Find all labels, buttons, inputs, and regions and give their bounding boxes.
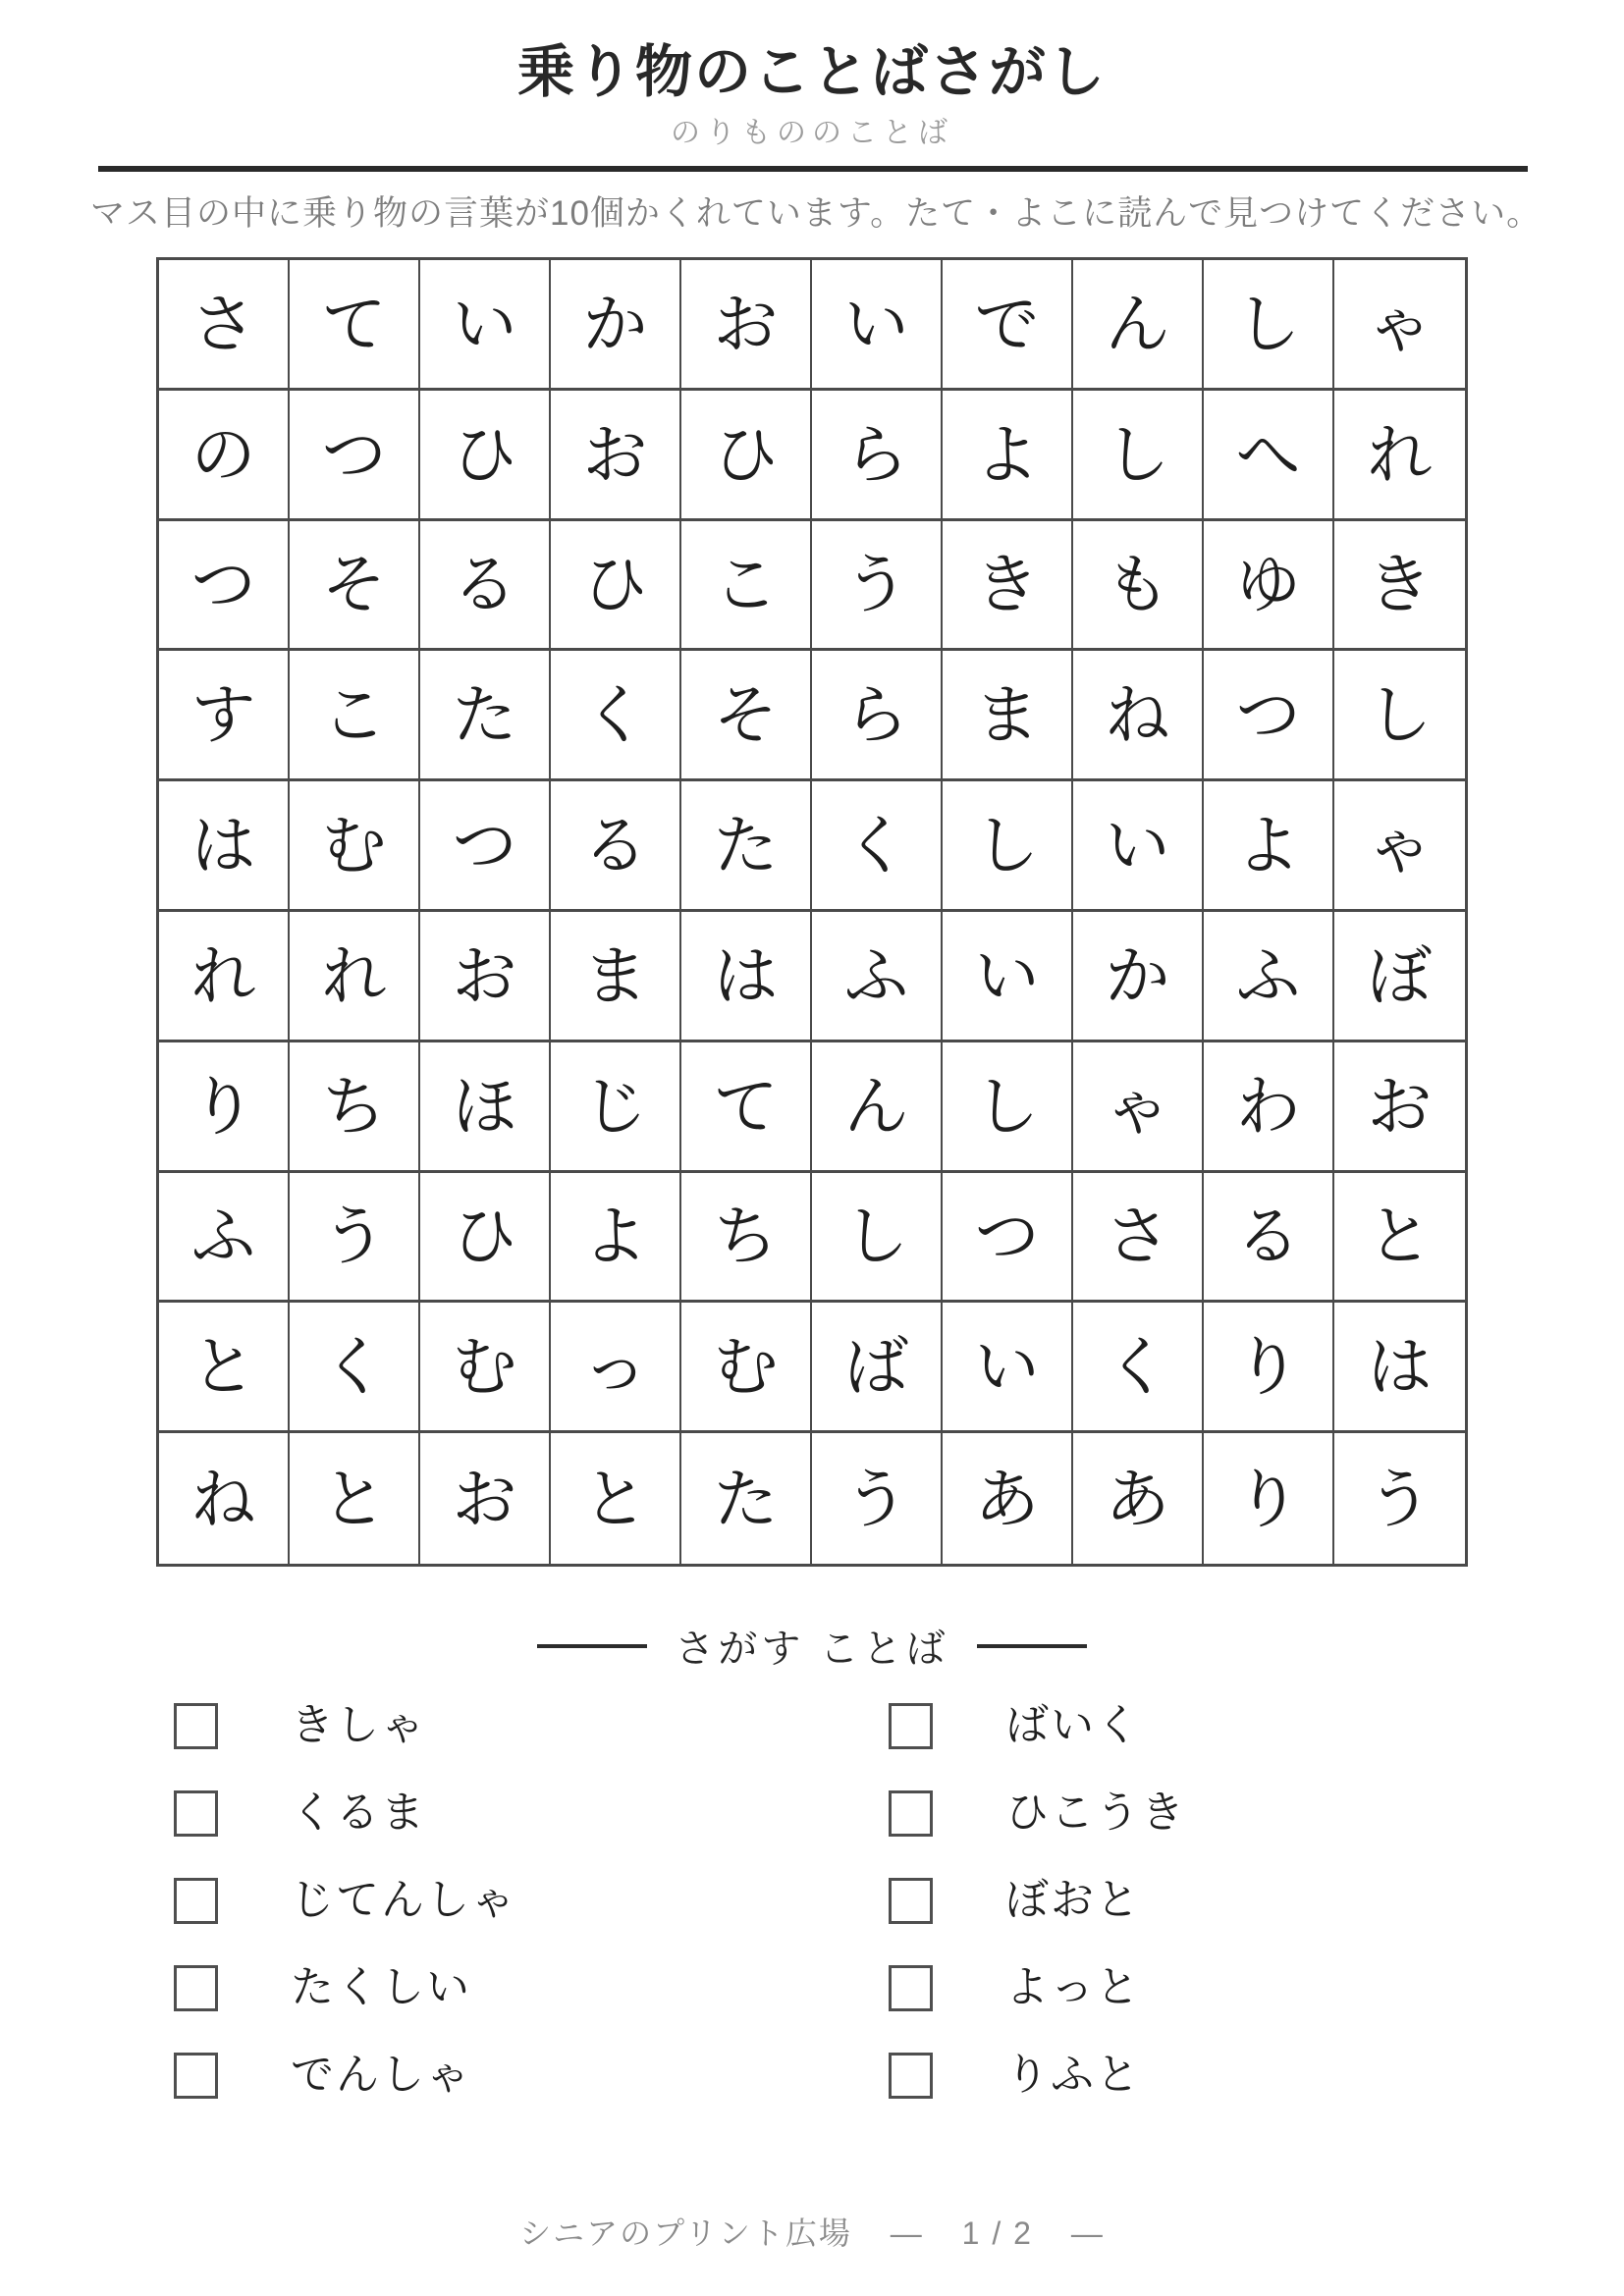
grid-cell-r6c8: か xyxy=(1073,912,1204,1042)
word-item-right-5 xyxy=(889,2050,1186,2101)
grid-cell-r8c8: さ xyxy=(1073,1173,1204,1304)
grid-cell-r9c7: い xyxy=(943,1303,1073,1433)
word-label-left-1: きしゃ xyxy=(291,1701,426,1749)
grid-cell-r5c7: し xyxy=(943,781,1073,912)
grid-cell-r3c9: ゆ xyxy=(1204,521,1334,652)
grid-cell-r4c2: こ xyxy=(290,651,420,781)
grid-cell-r1c6: い xyxy=(812,260,943,391)
grid-cell-r5c6: く xyxy=(812,781,943,912)
grid-cell-r1c5: お xyxy=(681,260,812,391)
grid-cell-r9c2: く xyxy=(290,1303,420,1433)
grid-cell-r7c5: て xyxy=(681,1042,812,1173)
grid-cell-r1c10: ゃ xyxy=(1334,260,1465,391)
word-checkbox-right-5[interactable] xyxy=(889,2053,933,2099)
grid-cell-r5c1: は xyxy=(159,781,290,912)
grid-cell-r7c9: わ xyxy=(1204,1042,1334,1173)
word-checkbox-left-5[interactable] xyxy=(174,2053,218,2099)
grid-cell-r4c7: ま xyxy=(943,651,1073,781)
grid-cell-r4c3: た xyxy=(420,651,551,781)
grid-cell-r8c10: と xyxy=(1334,1173,1465,1304)
word-label-left-4: たくしい xyxy=(291,1963,471,2011)
search-words-heading xyxy=(0,1618,1624,1674)
heading-dash-left xyxy=(537,1644,647,1648)
word-checkbox-right-3[interactable] xyxy=(889,1878,933,1924)
grid-cell-r4c9: つ xyxy=(1204,651,1334,781)
footer-page-number: 1 / 2 xyxy=(961,2216,1033,2251)
grid-cell-r10c1: ね xyxy=(159,1433,290,1564)
grid-cell-r6c7: い xyxy=(943,912,1073,1042)
grid-cell-r6c2: れ xyxy=(290,912,420,1042)
word-checkbox-right-4[interactable] xyxy=(889,1965,933,2011)
grid-cell-r9c6: ば xyxy=(812,1303,943,1433)
grid-cell-r8c7: つ xyxy=(943,1173,1073,1304)
grid-cell-r7c10: お xyxy=(1334,1042,1465,1173)
grid-cell-r5c4: る xyxy=(551,781,681,912)
grid-cell-r6c10: ぼ xyxy=(1334,912,1465,1042)
word-item-right-4 xyxy=(889,1962,1186,2013)
footer-site-name: シニアのプリント広場 xyxy=(519,2216,852,2251)
grid-cell-r3c8: も xyxy=(1073,521,1204,652)
grid-cell-r6c5: は xyxy=(681,912,812,1042)
word-label-right-3: ぼおと xyxy=(1005,1876,1141,1924)
grid-cell-r6c4: ま xyxy=(551,912,681,1042)
grid-cell-r3c5: こ xyxy=(681,521,812,652)
grid-cell-r7c1: り xyxy=(159,1042,290,1173)
word-item-right-2 xyxy=(889,1788,1186,1839)
word-item-left-5 xyxy=(174,2050,516,2101)
grid-cell-r2c1: の xyxy=(159,391,290,521)
grid-cell-r8c3: ひ xyxy=(420,1173,551,1304)
grid-cell-r3c1: つ xyxy=(159,521,290,652)
word-label-left-3: じてんしゃ xyxy=(291,1876,516,1924)
grid-cell-r2c3: ひ xyxy=(420,391,551,521)
grid-cell-r5c8: い xyxy=(1073,781,1204,912)
grid-cell-r2c9: へ xyxy=(1204,391,1334,521)
grid-cell-r1c2: て xyxy=(290,260,420,391)
grid-cell-r10c3: お xyxy=(420,1433,551,1564)
grid-cell-r10c6: う xyxy=(812,1433,943,1564)
word-label-right-4: よっと xyxy=(1005,1963,1141,2011)
grid-cell-r5c5: た xyxy=(681,781,812,912)
word-label-left-2: くるま xyxy=(291,1789,426,1837)
grid-cell-r1c1: さ xyxy=(159,260,290,391)
grid-cell-r7c7: し xyxy=(943,1042,1073,1173)
grid-cell-r3c4: ひ xyxy=(551,521,681,652)
grid-cell-r2c8: し xyxy=(1073,391,1204,521)
grid-cell-r4c4: く xyxy=(551,651,681,781)
instruction-text: マス目の中に乗り物の言葉が10個かくれています。たて・よこに読んで見つけてください。 xyxy=(90,194,1543,233)
grid-cell-r2c5: ひ xyxy=(681,391,812,521)
grid-cell-r7c4: じ xyxy=(551,1042,681,1173)
word-list-right xyxy=(889,1700,1186,2137)
grid-cell-r10c7: あ xyxy=(943,1433,1073,1564)
grid-cell-r2c7: よ xyxy=(943,391,1073,521)
word-item-left-3 xyxy=(174,1875,516,1926)
grid-cell-r9c10: は xyxy=(1334,1303,1465,1433)
grid-cell-r1c8: ん xyxy=(1073,260,1204,391)
grid-cell-r10c9: り xyxy=(1204,1433,1334,1564)
grid-cell-r8c4: よ xyxy=(551,1173,681,1304)
grid-cell-r8c6: し xyxy=(812,1173,943,1304)
word-checkbox-left-2[interactable] xyxy=(174,1790,218,1837)
footer-dash-left: ― xyxy=(890,2216,924,2251)
grid-cell-r4c5: そ xyxy=(681,651,812,781)
page-title: 乗り物のことばさがし xyxy=(516,40,1107,104)
grid-cell-r9c4: っ xyxy=(551,1303,681,1433)
grid-cell-r6c6: ふ xyxy=(812,912,943,1042)
grid-cell-r1c3: い xyxy=(420,260,551,391)
grid-cell-r3c10: き xyxy=(1334,521,1465,652)
grid-cell-r9c5: む xyxy=(681,1303,812,1433)
word-item-left-4 xyxy=(174,1962,516,2013)
grid-cell-r10c4: と xyxy=(551,1433,681,1564)
grid-cell-r5c9: よ xyxy=(1204,781,1334,912)
grid-cell-r5c3: つ xyxy=(420,781,551,912)
grid-cell-r1c4: か xyxy=(551,260,681,391)
grid-cell-r9c9: り xyxy=(1204,1303,1334,1433)
grid-cell-r8c1: ふ xyxy=(159,1173,290,1304)
grid-cell-r7c6: ん xyxy=(812,1042,943,1173)
word-item-left-1 xyxy=(174,1700,516,1751)
word-item-left-2 xyxy=(174,1788,516,1839)
word-search-grid xyxy=(156,257,1468,1567)
footer-text xyxy=(0,2209,1624,2254)
grid-cell-r2c2: つ xyxy=(290,391,420,521)
word-list-left xyxy=(174,1700,516,2137)
grid-cell-r3c2: そ xyxy=(290,521,420,652)
grid-cell-r2c4: お xyxy=(551,391,681,521)
word-label-right-2: ひこうき xyxy=(1005,1789,1186,1837)
grid-cell-r3c7: き xyxy=(943,521,1073,652)
grid-cell-r3c3: る xyxy=(420,521,551,652)
grid-cell-r4c8: ね xyxy=(1073,651,1204,781)
grid-cell-r2c6: ら xyxy=(812,391,943,521)
grid-cell-r10c8: あ xyxy=(1073,1433,1204,1564)
grid-cell-r9c1: と xyxy=(159,1303,290,1433)
word-item-right-1 xyxy=(889,1700,1186,1751)
grid-cell-r2c10: れ xyxy=(1334,391,1465,521)
footer-dash-right: ― xyxy=(1070,2216,1105,2251)
search-words-heading-label: さがす ことば xyxy=(675,1628,949,1671)
grid-cell-r10c5: た xyxy=(681,1433,812,1564)
grid-cell-r10c2: と xyxy=(290,1433,420,1564)
word-checkbox-right-1[interactable] xyxy=(889,1703,933,1749)
grid-cell-r7c3: ほ xyxy=(420,1042,551,1173)
grid-cell-r9c8: く xyxy=(1073,1303,1204,1433)
grid-cell-r3c6: う xyxy=(812,521,943,652)
word-label-left-5: でんしゃ xyxy=(291,2051,471,2099)
grid-cell-r1c9: し xyxy=(1204,260,1334,391)
grid-cell-r4c10: し xyxy=(1334,651,1465,781)
grid-cell-r8c5: ち xyxy=(681,1173,812,1304)
grid-cell-r5c10: ゃ xyxy=(1334,781,1465,912)
word-label-right-5: りふと xyxy=(1005,2051,1141,2099)
word-checkbox-left-3[interactable] xyxy=(174,1878,218,1924)
grid-cell-r6c3: お xyxy=(420,912,551,1042)
word-label-right-1: ばいく xyxy=(1005,1701,1141,1749)
grid-cell-r6c1: れ xyxy=(159,912,290,1042)
page-subtitle: のりもののことば xyxy=(671,117,953,149)
grid-cell-r8c9: る xyxy=(1204,1173,1334,1304)
heading-dash-right xyxy=(977,1644,1087,1648)
grid-cell-r9c3: む xyxy=(420,1303,551,1433)
grid-cell-r1c7: で xyxy=(943,260,1073,391)
grid-cell-r4c1: す xyxy=(159,651,290,781)
word-checkbox-left-4[interactable] xyxy=(174,1965,218,2011)
title-divider xyxy=(98,166,1528,172)
grid-cell-r10c10: う xyxy=(1367,1462,1433,1535)
grid-cell-r5c2: む xyxy=(290,781,420,912)
grid-cell-r8c2: う xyxy=(290,1173,420,1304)
grid-cell-r4c6: ら xyxy=(812,651,943,781)
word-item-right-3 xyxy=(889,1875,1186,1926)
grid-cell-r6c9: ふ xyxy=(1204,912,1334,1042)
word-checkbox-right-2[interactable] xyxy=(889,1790,933,1837)
grid-cell-r7c2: ち xyxy=(290,1042,420,1173)
word-checkbox-left-1[interactable] xyxy=(174,1703,218,1749)
grid-cell-r7c8: ゃ xyxy=(1073,1042,1204,1173)
